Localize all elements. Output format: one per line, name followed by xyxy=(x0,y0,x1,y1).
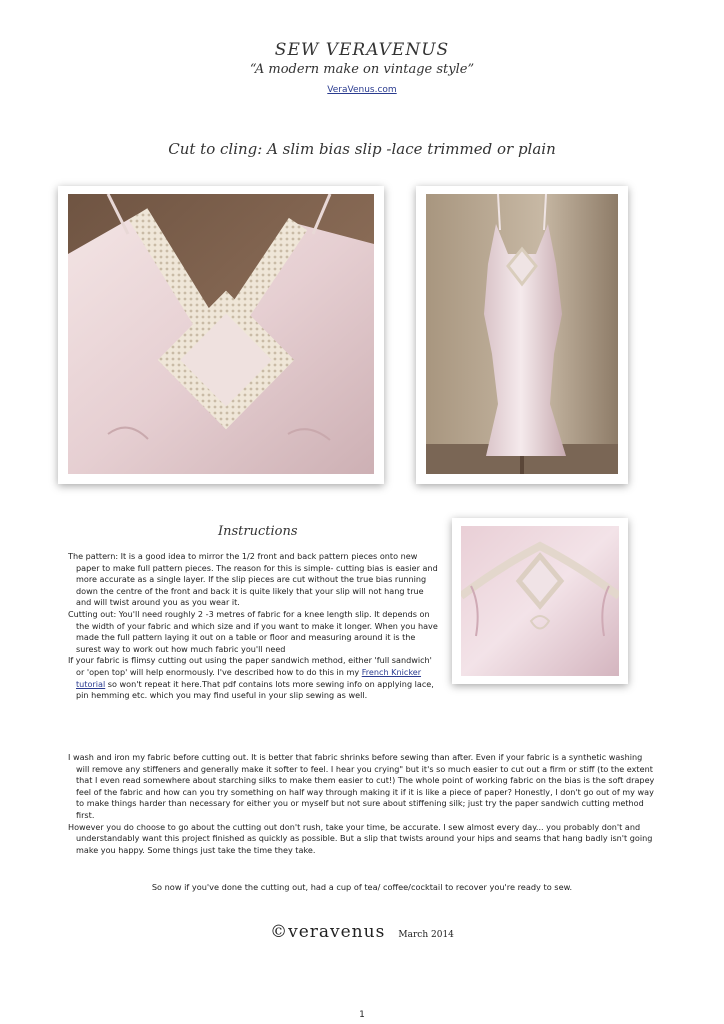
instructions-wide-column xyxy=(68,752,658,856)
page-header xyxy=(0,40,724,96)
page-number: 1 xyxy=(359,1010,365,1020)
paragraph-take-your-time: However you do choose to go about the cutting out don't rush, take your time, be accurate. I sew almost every day... you probably don't and understandably want this project finished as quickly as possible. But a slip that twists around your hips and seams that hang badly isn't going make you happy. Some things just take the time they take. xyxy=(68,821,653,855)
paragraph-paper-sandwich: If your fabric is flimsy cutting out using the paper sandwich method, either 'full sandwich' or 'open top' will help enormously. I've described how to do this in my French Knicker tutorial so won't repeat it here.That pdf contains lots more sewing info on applying lace, pin hemming etc. which you may find useful in your slip sewing as well. xyxy=(68,655,434,701)
paragraph-pattern: The pattern: It is a good idea to mirror the 1/2 front and back pattern pieces onto new paper to make full pattern pieces. The reason for this is simple- cutting bias is easier and more accurate as a single layer. If the slip pieces are cut without the true bias running down the centre of the front and back it is quite likely that your slip will not hang true and will twist around you as you wear it. xyxy=(68,551,438,608)
closing-line: So now if you've done the cutting out, had a cup of tea/ coffee/cocktail to recover you're ready to sew. xyxy=(151,882,573,892)
page-title: Cut to cling: A slim bias slip -lace trimmed or plain xyxy=(168,140,556,158)
copyright-footer xyxy=(0,922,724,942)
site-title: SEW VERAVENUS xyxy=(274,40,450,60)
waist-detail-photo xyxy=(461,526,619,676)
instructions-narrow-column xyxy=(68,551,438,702)
tagline: “A modern make on vintage style” xyxy=(249,62,475,77)
french-knicker-tutorial-link[interactable]: French Knicker tutorial xyxy=(76,666,422,689)
bodice-closeup-photo xyxy=(68,194,374,474)
copyright-date: March 2014 xyxy=(398,930,454,940)
paragraph-wash-and-iron: I wash and iron my fabric before cutting out. It is better that fabric shrinks before sewing than after. Even if your fabric is a synthetic washing will remove any stiffeners and generally make it softer to feel. I hear you crying" but it's so much easier to cut out a firm or stiff (to the extent that I even read somewhere about starching silks to make them easier to cut!) The whole point of working fabric on the bias is the soft drapey feel of the fabric and how can you try something on half way through making it if it is like a piece of paper? Honestly, I don't go out of my way to make things harder than necessary for either you or myself but not sure about stiffening silk; just try the paper sandwich cutting method first. xyxy=(68,752,655,820)
copyright-brand: ©veravenus xyxy=(270,922,386,942)
instructions-heading: Instructions xyxy=(218,524,298,539)
site-url-link[interactable]: VeraVenus.com xyxy=(327,85,397,95)
photo-frame-waist-detail xyxy=(452,518,628,684)
photo-frame-full-slip xyxy=(416,186,628,484)
photo-frame-bodice-closeup xyxy=(58,186,384,484)
full-slip-photo xyxy=(426,194,618,474)
paragraph-cutting-out: Cutting out: You'll need roughly 2 -3 metres of fabric for a knee length slip. It depends on the width of your fabric and which size and if you want to make it longer. When you have made the full pattern laying it out on a table or floor and measuring around it is the surest way to work out how much fabric you'll need xyxy=(68,608,438,654)
